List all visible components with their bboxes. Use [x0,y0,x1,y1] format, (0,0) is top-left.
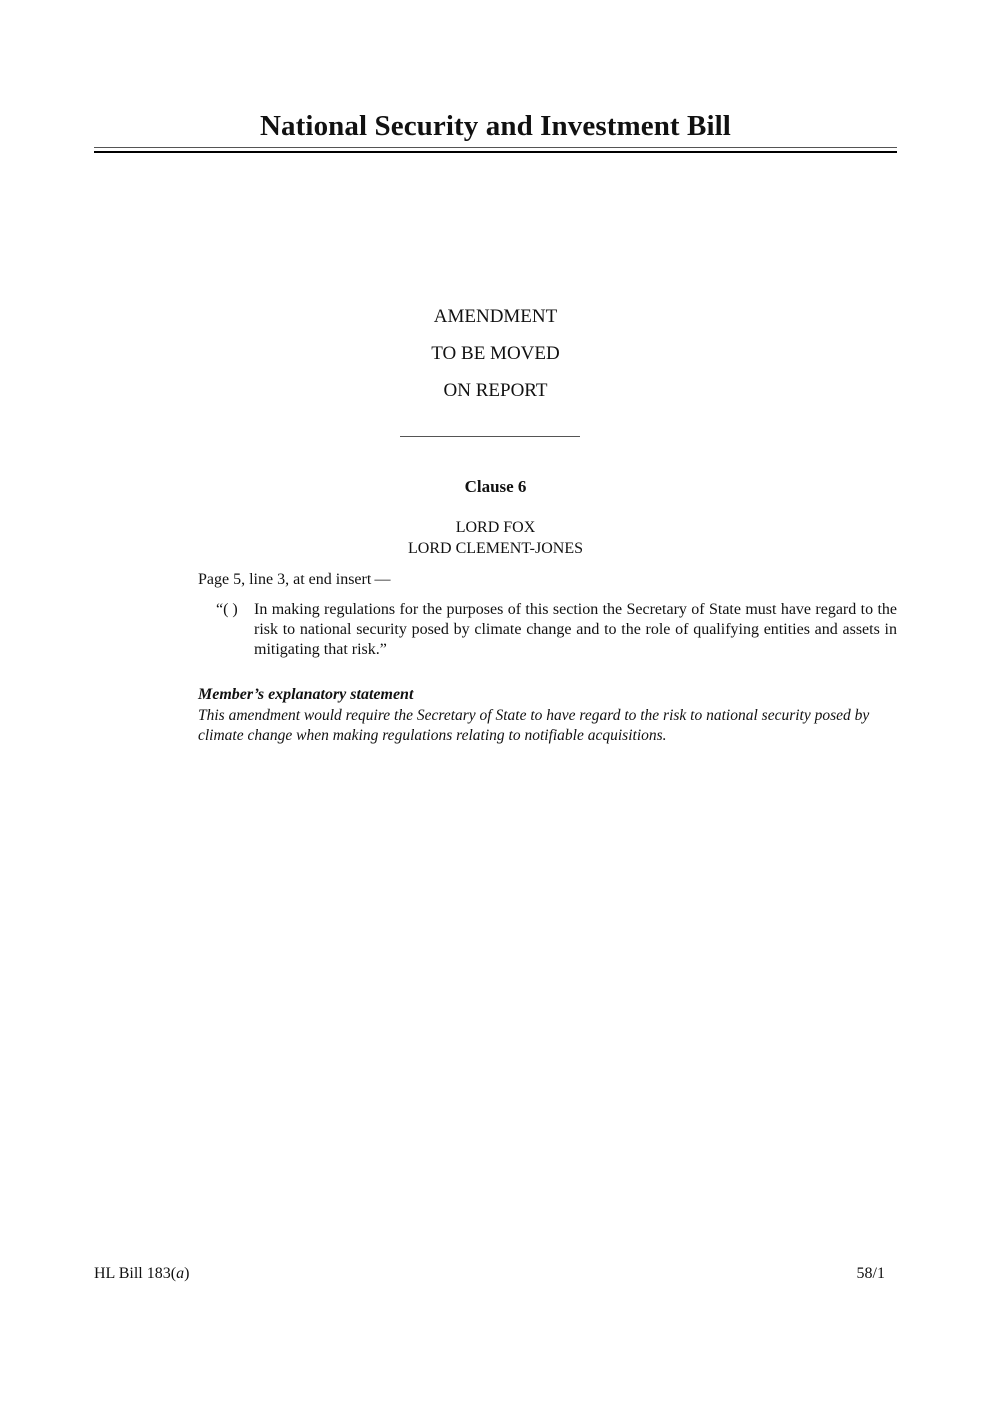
member-name: LORD FOX [455,519,536,536]
explanatory-statement-heading: Member’s explanatory statement [198,686,414,703]
page-title: National Security and Investment Bill [260,110,731,142]
clause-heading: Clause 6 [464,477,527,496]
bill-ref-close: ) [184,1265,190,1282]
footer-page-reference: 58/1 [856,1265,885,1282]
member-name: LORD CLEMENT-JONES [408,540,583,557]
bill-ref-prefix: HL Bill 183( [94,1265,177,1282]
bill-ref-suffix: a [176,1265,185,1282]
amendment-heading-line-1: AMENDMENT [433,306,558,327]
amendment-heading-line-2: TO BE MOVED [431,343,560,364]
explanatory-statement-body: This amendment would require the Secretary of State to have regard to the risk to national security posed by climate change when making regulations relating to notifiable acquisitions. [198,707,870,744]
title-rule-thin [94,147,897,148]
title-rule-thick [94,151,897,153]
footer-bill-reference [94,1264,189,1284]
amendment-heading-line-3: ON REPORT [443,380,548,401]
amendment-body: In making regulations for the purposes of this section the Secretary of State must have regard to the risk to national security posed by climate change and to the role of qualifying entities and assets in mitigating that risk.” [254,601,897,658]
amendment-instruction: Page 5, line 3, at end insert — [198,571,391,588]
amendment-text-block [216,600,897,660]
amendment-marker: “( ) [216,601,238,618]
section-separator [400,436,580,437]
